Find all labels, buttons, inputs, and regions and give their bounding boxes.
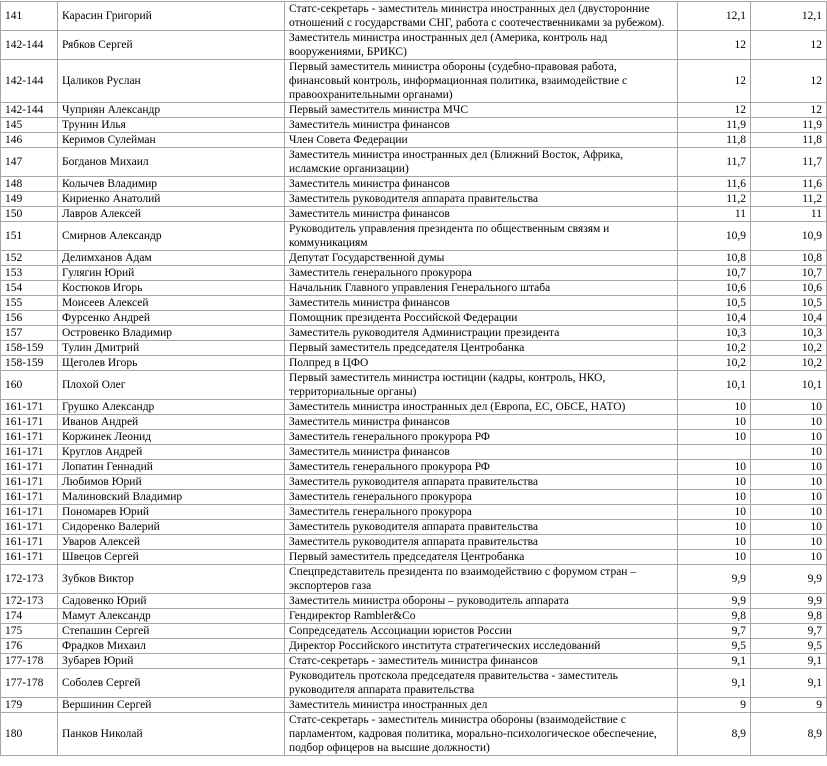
position-cell: Член Совета Федерации	[285, 133, 678, 148]
score2-cell: 9,1	[751, 654, 827, 669]
score1-cell: 10,2	[678, 341, 751, 356]
position-cell: Заместитель руководителя аппарата правительства	[285, 535, 678, 550]
position-cell: Заместитель министра финансов	[285, 118, 678, 133]
table-row	[1, 669, 827, 698]
name-cell: Лавров Алексей	[58, 207, 285, 222]
score1-cell: 12	[678, 60, 751, 103]
position-cell: Заместитель министра финансов	[285, 296, 678, 311]
score1-cell: 11,2	[678, 192, 751, 207]
score1-cell: 10,1	[678, 371, 751, 400]
score2-cell: 10	[751, 550, 827, 565]
score2-cell: 11,8	[751, 133, 827, 148]
table-row	[1, 475, 827, 490]
score1-cell: 10	[678, 475, 751, 490]
score2-cell: 11,7	[751, 148, 827, 177]
table-row	[1, 654, 827, 669]
name-cell: Колычев Владимир	[58, 177, 285, 192]
name-cell: Коржинек Леонид	[58, 430, 285, 445]
rank-cell: 141	[1, 2, 58, 31]
table-row	[1, 311, 827, 326]
score2-cell: 10	[751, 505, 827, 520]
name-cell: Мамут Александр	[58, 609, 285, 624]
rank-cell: 161-171	[1, 535, 58, 550]
name-cell: Пономарев Юрий	[58, 505, 285, 520]
rank-cell: 147	[1, 148, 58, 177]
name-cell: Карасин Григорий	[58, 2, 285, 31]
score2-cell: 9,9	[751, 565, 827, 594]
score2-cell: 10	[751, 520, 827, 535]
score2-cell: 10,4	[751, 311, 827, 326]
name-cell: Рябков Сергей	[58, 31, 285, 60]
score2-cell: 11,2	[751, 192, 827, 207]
position-cell: Сопредседатель Ассоциации юристов России	[285, 624, 678, 639]
ranking-table-rows	[1, 2, 827, 756]
score2-cell: 9,8	[751, 609, 827, 624]
rank-cell: 179	[1, 698, 58, 713]
position-cell: Статс-секретарь - заместитель министра финансов	[285, 654, 678, 669]
score2-cell: 10	[751, 535, 827, 550]
score1-cell: 9,5	[678, 639, 751, 654]
rank-cell: 174	[1, 609, 58, 624]
score2-cell: 11	[751, 207, 827, 222]
position-cell: Заместитель министра обороны – руководитель аппарата	[285, 594, 678, 609]
score1-cell: 10,4	[678, 311, 751, 326]
name-cell: Плохой Олег	[58, 371, 285, 400]
score2-cell: 10	[751, 460, 827, 475]
name-cell: Керимов Сулейман	[58, 133, 285, 148]
rank-cell: 161-171	[1, 490, 58, 505]
table-row	[1, 251, 827, 266]
score2-cell: 9	[751, 698, 827, 713]
position-cell: Заместитель руководителя аппарата правительства	[285, 520, 678, 535]
name-cell: Уваров Алексей	[58, 535, 285, 550]
rank-cell: 161-171	[1, 445, 58, 460]
name-cell: Зубков Виктор	[58, 565, 285, 594]
score2-cell: 9,1	[751, 669, 827, 698]
score1-cell: 10,3	[678, 326, 751, 341]
position-cell: Заместитель руководителя Администрации президента	[285, 326, 678, 341]
name-cell: Соболев Сергей	[58, 669, 285, 698]
rank-cell: 172-173	[1, 594, 58, 609]
rank-cell: 160	[1, 371, 58, 400]
score1-cell: 9,8	[678, 609, 751, 624]
score2-cell: 10	[751, 430, 827, 445]
name-cell: Иванов Андрей	[58, 415, 285, 430]
name-cell: Вершинин Сергей	[58, 698, 285, 713]
rank-cell: 150	[1, 207, 58, 222]
table-row	[1, 609, 827, 624]
table-row	[1, 177, 827, 192]
score1-cell: 10,9	[678, 222, 751, 251]
rank-cell: 161-171	[1, 460, 58, 475]
table-row	[1, 281, 827, 296]
rank-cell: 153	[1, 266, 58, 281]
table-row	[1, 400, 827, 415]
position-cell: Гендиректор Rambler&Co	[285, 609, 678, 624]
table-row	[1, 266, 827, 281]
rank-cell: 142-144	[1, 103, 58, 118]
score1-cell: 10,5	[678, 296, 751, 311]
name-cell: Делимханов Адам	[58, 251, 285, 266]
score1-cell: 10	[678, 415, 751, 430]
score2-cell: 9,5	[751, 639, 827, 654]
table-row	[1, 713, 827, 756]
position-cell: Помощник президента Российской Федерации	[285, 311, 678, 326]
position-cell: Статс-секретарь - заместитель министра иностранных дел (двусторонние отношений с государствами СНГ, работа с соотечественниками за рубежом).	[285, 2, 678, 31]
score1-cell: 9	[678, 698, 751, 713]
score1-cell: 10	[678, 400, 751, 415]
table-row	[1, 296, 827, 311]
score1-cell: 10	[678, 535, 751, 550]
name-cell: Круглов Андрей	[58, 445, 285, 460]
score2-cell: 10,7	[751, 266, 827, 281]
position-cell: Заместитель министра финансов	[285, 445, 678, 460]
rank-cell: 177-178	[1, 669, 58, 698]
rank-cell: 154	[1, 281, 58, 296]
table-row	[1, 550, 827, 565]
rank-cell: 156	[1, 311, 58, 326]
position-cell: Заместитель генерального прокурора РФ	[285, 430, 678, 445]
name-cell: Смирнов Александр	[58, 222, 285, 251]
table-row	[1, 460, 827, 475]
score1-cell: 11,7	[678, 148, 751, 177]
table-row	[1, 341, 827, 356]
table-row	[1, 505, 827, 520]
score2-cell: 11,9	[751, 118, 827, 133]
table-row	[1, 222, 827, 251]
rank-cell: 145	[1, 118, 58, 133]
table-row	[1, 520, 827, 535]
score2-cell: 9,7	[751, 624, 827, 639]
position-cell: Заместитель генерального прокурора РФ	[285, 460, 678, 475]
rank-cell: 152	[1, 251, 58, 266]
score2-cell: 10	[751, 445, 827, 460]
position-cell: Первый заместитель министра МЧС	[285, 103, 678, 118]
table-row	[1, 594, 827, 609]
name-cell: Костюков Игорь	[58, 281, 285, 296]
table-row	[1, 2, 827, 31]
score2-cell: 10,6	[751, 281, 827, 296]
position-cell: Заместитель министра иностранных дел (Америка, контроль над вооружениями, БРИКС)	[285, 31, 678, 60]
rank-cell: 142-144	[1, 60, 58, 103]
rank-cell: 161-171	[1, 520, 58, 535]
position-cell: Заместитель министра иностранных дел (Европа, ЕС, ОБСЕ, НАТО)	[285, 400, 678, 415]
position-cell: Первый заместитель министра юстиции (кадры, контроль, НКО, территориальные органы)	[285, 371, 678, 400]
table-row	[1, 565, 827, 594]
position-cell: Полпред в ЦФО	[285, 356, 678, 371]
table-row	[1, 31, 827, 60]
name-cell: Островенко Владимир	[58, 326, 285, 341]
table-row	[1, 624, 827, 639]
score2-cell: 10,2	[751, 341, 827, 356]
score1-cell: 9,1	[678, 669, 751, 698]
score1-cell: 10,8	[678, 251, 751, 266]
table-row	[1, 430, 827, 445]
score1-cell: 10,7	[678, 266, 751, 281]
position-cell: Заместитель генерального прокурора	[285, 266, 678, 281]
position-cell: Заместитель генерального прокурора	[285, 505, 678, 520]
position-cell: Начальник Главного управления Генерального штаба	[285, 281, 678, 296]
table-row	[1, 192, 827, 207]
rank-cell: 155	[1, 296, 58, 311]
score1-cell: 11,9	[678, 118, 751, 133]
score1-cell: 12	[678, 103, 751, 118]
rank-cell: 177-178	[1, 654, 58, 669]
score2-cell: 8,9	[751, 713, 827, 756]
table-row	[1, 698, 827, 713]
score2-cell: 10,3	[751, 326, 827, 341]
rank-cell: 161-171	[1, 430, 58, 445]
score2-cell: 12	[751, 31, 827, 60]
score2-cell: 10,5	[751, 296, 827, 311]
position-cell: Первый заместитель председателя Центробанка	[285, 550, 678, 565]
table-row	[1, 371, 827, 400]
table-row	[1, 148, 827, 177]
name-cell: Лопатин Геннадий	[58, 460, 285, 475]
name-cell: Любимов Юрий	[58, 475, 285, 490]
rank-cell: 158-159	[1, 356, 58, 371]
name-cell: Щеголев Игорь	[58, 356, 285, 371]
position-cell: Первый заместитель председателя Центробанка	[285, 341, 678, 356]
position-cell: Заместитель министра финансов	[285, 207, 678, 222]
score2-cell: 10	[751, 415, 827, 430]
position-cell: Заместитель руководителя аппарата правительства	[285, 475, 678, 490]
position-cell: Заместитель министра иностранных дел	[285, 698, 678, 713]
rank-cell: 157	[1, 326, 58, 341]
name-cell: Трунин Илья	[58, 118, 285, 133]
score2-cell: 11,6	[751, 177, 827, 192]
score2-cell: 12	[751, 60, 827, 103]
score1-cell: 10	[678, 430, 751, 445]
name-cell: Богданов Михаил	[58, 148, 285, 177]
score1-cell	[678, 445, 751, 460]
score2-cell: 10,1	[751, 371, 827, 400]
rank-cell: 142-144	[1, 31, 58, 60]
name-cell: Сидоренко Валерий	[58, 520, 285, 535]
position-cell: Заместитель генерального прокурора	[285, 490, 678, 505]
rank-cell: 151	[1, 222, 58, 251]
name-cell: Малиновский Владимир	[58, 490, 285, 505]
officials-ranking-table	[0, 1, 827, 756]
rank-cell: 149	[1, 192, 58, 207]
name-cell: Зубарев Юрий	[58, 654, 285, 669]
position-cell: Руководитель протскола председателя правительства - заместитель руководителя аппарата правительства	[285, 669, 678, 698]
rank-cell: 146	[1, 133, 58, 148]
position-cell: Статс-секретарь - заместитель министра обороны (взаимодействие с парламентом, кадровая политика, морально-психологическое обеспечение, подбор офицеров на высшие должности)	[285, 713, 678, 756]
rank-cell: 176	[1, 639, 58, 654]
score2-cell: 12,1	[751, 2, 827, 31]
table-row	[1, 490, 827, 505]
position-cell: Депутат Государственной думы	[285, 251, 678, 266]
name-cell: Тулин Дмитрий	[58, 341, 285, 356]
score1-cell: 10,2	[678, 356, 751, 371]
rank-cell: 161-171	[1, 400, 58, 415]
score2-cell: 10	[751, 475, 827, 490]
rank-cell: 175	[1, 624, 58, 639]
rank-cell: 161-171	[1, 475, 58, 490]
score1-cell: 9,9	[678, 565, 751, 594]
table-row	[1, 535, 827, 550]
table-row	[1, 415, 827, 430]
rank-cell: 161-171	[1, 550, 58, 565]
name-cell: Швецов Сергей	[58, 550, 285, 565]
score1-cell: 9,1	[678, 654, 751, 669]
table-row	[1, 103, 827, 118]
score2-cell: 10	[751, 400, 827, 415]
name-cell: Моисеев Алексей	[58, 296, 285, 311]
table-row	[1, 356, 827, 371]
name-cell: Кириенко Анатолий	[58, 192, 285, 207]
name-cell: Фрадков Михаил	[58, 639, 285, 654]
score1-cell: 10	[678, 460, 751, 475]
score2-cell: 9,9	[751, 594, 827, 609]
score2-cell: 10	[751, 490, 827, 505]
position-cell: Заместитель министра финансов	[285, 177, 678, 192]
table-row	[1, 639, 827, 654]
rank-cell: 161-171	[1, 415, 58, 430]
table-row	[1, 207, 827, 222]
rank-cell: 180	[1, 713, 58, 756]
position-cell: Заместитель руководителя аппарата правительства	[285, 192, 678, 207]
name-cell: Садовенко Юрий	[58, 594, 285, 609]
score2-cell: 10,8	[751, 251, 827, 266]
rank-cell: 158-159	[1, 341, 58, 356]
name-cell: Чуприян Александр	[58, 103, 285, 118]
name-cell: Грушко Александр	[58, 400, 285, 415]
score1-cell: 9,9	[678, 594, 751, 609]
rank-cell: 172-173	[1, 565, 58, 594]
rank-cell: 148	[1, 177, 58, 192]
score2-cell: 10,2	[751, 356, 827, 371]
position-cell: Заместитель министра финансов	[285, 415, 678, 430]
table-row	[1, 133, 827, 148]
score1-cell: 10	[678, 505, 751, 520]
score1-cell: 9,7	[678, 624, 751, 639]
score2-cell: 12	[751, 103, 827, 118]
score1-cell: 12,1	[678, 2, 751, 31]
position-cell: Первый заместитель министра обороны (судебно-правовая работа, финансовый контроль, информационная политика, взаимодействие с правоохранительными органами)	[285, 60, 678, 103]
table-row	[1, 118, 827, 133]
score1-cell: 10	[678, 490, 751, 505]
name-cell: Фурсенко Андрей	[58, 311, 285, 326]
score1-cell: 11,6	[678, 177, 751, 192]
score1-cell: 11	[678, 207, 751, 222]
score1-cell: 10	[678, 550, 751, 565]
table-row	[1, 326, 827, 341]
score1-cell: 8,9	[678, 713, 751, 756]
position-cell: Руководитель управления президента по общественным связям и коммуникациям	[285, 222, 678, 251]
name-cell: Панков Николай	[58, 713, 285, 756]
table-row	[1, 60, 827, 103]
rank-cell: 161-171	[1, 505, 58, 520]
name-cell: Цаликов Руслан	[58, 60, 285, 103]
table-row	[1, 445, 827, 460]
score2-cell: 10,9	[751, 222, 827, 251]
name-cell: Степашин Сергей	[58, 624, 285, 639]
position-cell: Директор Российского института стратегических исследований	[285, 639, 678, 654]
score1-cell: 12	[678, 31, 751, 60]
position-cell: Заместитель министра иностранных дел (Ближний Восток, Африка, исламские организации)	[285, 148, 678, 177]
name-cell: Гулягин Юрий	[58, 266, 285, 281]
position-cell: Спецпредставитель президента по взаимодействию с форумом стран – экспортеров газа	[285, 565, 678, 594]
score1-cell: 10	[678, 520, 751, 535]
score1-cell: 10,6	[678, 281, 751, 296]
score1-cell: 11,8	[678, 133, 751, 148]
